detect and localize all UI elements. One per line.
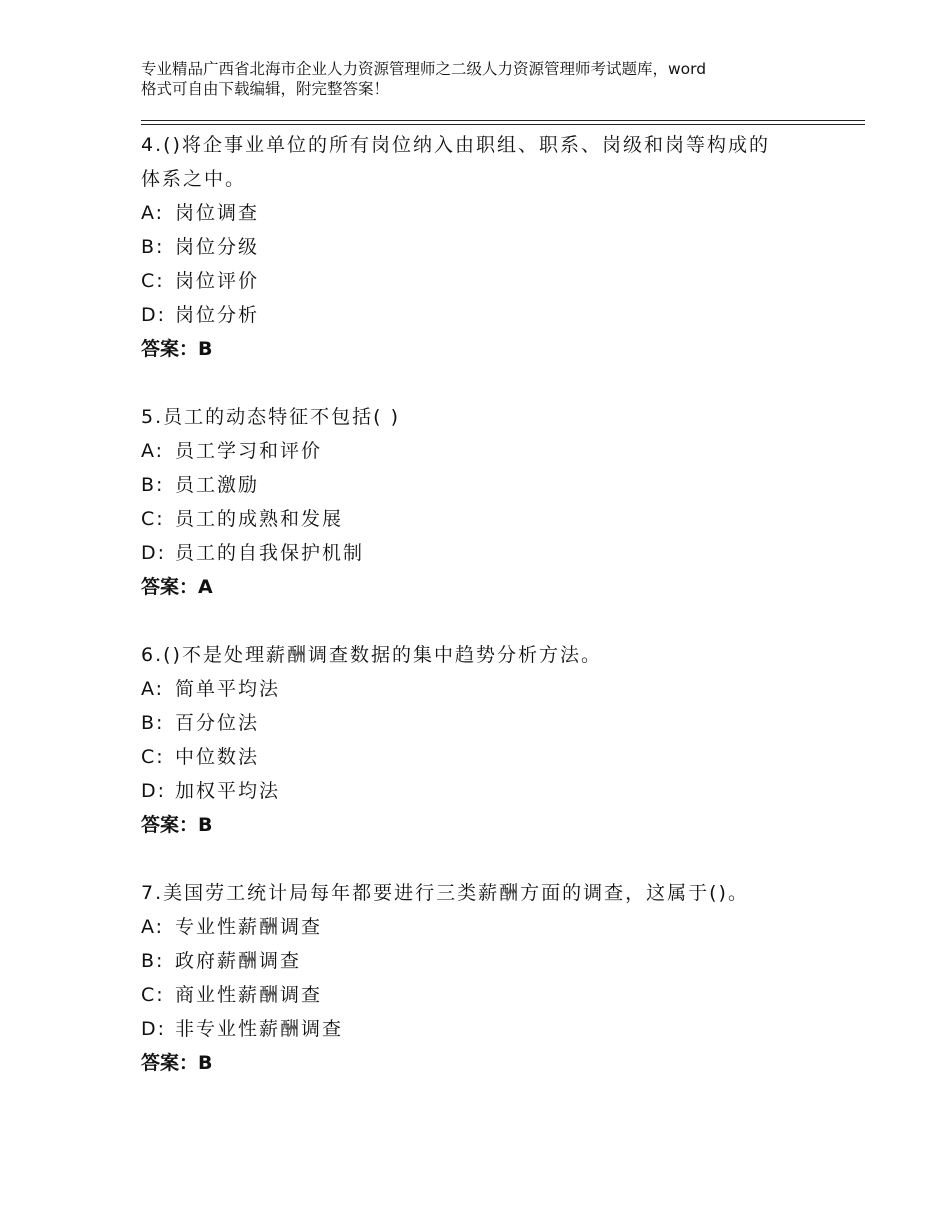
option-c <box>141 740 801 774</box>
option-letter: B: <box>141 474 165 496</box>
option-text: 员工激励 <box>175 474 260 496</box>
option-letter: A: <box>141 440 165 462</box>
option-text: 岗位评价 <box>175 270 260 292</box>
option-c <box>141 978 801 1012</box>
option-text: 岗位分析 <box>175 304 260 326</box>
option-text: 政府薪酬调查 <box>175 950 302 972</box>
answer-line: 答案：B <box>141 814 213 836</box>
option-letter: C: <box>141 746 165 768</box>
option-b <box>141 706 801 740</box>
option-text: 百分位法 <box>175 712 260 734</box>
option-letter: D: <box>141 304 167 326</box>
question-4 <box>141 128 801 366</box>
option-letter: A: <box>141 678 165 700</box>
option-a <box>141 434 801 468</box>
option-text: 专业性薪酬调查 <box>175 916 323 938</box>
option-text: 简单平均法 <box>175 678 281 700</box>
option-b <box>141 230 801 264</box>
option-text: 员工学习和评价 <box>175 440 323 462</box>
option-d <box>141 536 801 570</box>
answer-line: 答案：B <box>141 1052 213 1074</box>
header-line-1: 专业精品广西省北海市企业人力资源管理师之二级人力资源管理师考试题库，word <box>141 60 707 78</box>
option-a <box>141 910 801 944</box>
document-header <box>141 59 861 99</box>
option-text: 加权平均法 <box>175 780 281 802</box>
option-letter: B: <box>141 950 165 972</box>
option-c <box>141 502 801 536</box>
option-d <box>141 774 801 808</box>
option-letter: D: <box>141 542 167 564</box>
question-text: 4.()将企事业单位的所有岗位纳入由职组、职系、岗级和岗等构成的 <box>141 134 770 156</box>
option-a <box>141 672 801 706</box>
option-letter: C: <box>141 270 165 292</box>
option-letter: D: <box>141 780 167 802</box>
question-text: 7.美国劳工统计局每年都要进行三类薪酬方面的调查，这属于()。 <box>141 882 749 904</box>
option-letter: B: <box>141 236 165 258</box>
option-text: 岗位分级 <box>175 236 260 258</box>
option-a <box>141 196 801 230</box>
question-5 <box>141 400 801 604</box>
question-text: 6.()不是处理薪酬调查数据的集中趋势分析方法。 <box>141 644 602 666</box>
option-text: 中位数法 <box>175 746 260 768</box>
option-d <box>141 298 801 332</box>
answer-line: 答案：B <box>141 338 213 360</box>
question-6 <box>141 638 801 842</box>
option-text: 商业性薪酬调查 <box>175 984 323 1006</box>
option-b <box>141 944 801 978</box>
option-text: 员工的自我保护机制 <box>175 542 365 564</box>
question-list <box>141 128 801 1114</box>
option-letter: B: <box>141 712 165 734</box>
option-letter: A: <box>141 916 165 938</box>
option-letter: D: <box>141 1018 167 1040</box>
question-text-continued: 体系之中。 <box>141 168 247 190</box>
question-text: 5.员工的动态特征不包括( ) <box>141 406 400 428</box>
option-text: 非专业性薪酬调查 <box>175 1018 344 1040</box>
header-line-2: 格式可自由下载编辑，附完整答案！ <box>141 80 390 98</box>
option-letter: A: <box>141 202 165 224</box>
header-divider-top <box>141 120 865 121</box>
option-letter: C: <box>141 508 165 530</box>
option-d <box>141 1012 801 1046</box>
option-c <box>141 264 801 298</box>
question-7 <box>141 876 801 1080</box>
answer-line: 答案：A <box>141 576 213 598</box>
option-text: 岗位调查 <box>175 202 260 224</box>
option-text: 员工的成熟和发展 <box>175 508 344 530</box>
option-letter: C: <box>141 984 165 1006</box>
header-divider-bottom <box>141 124 865 125</box>
option-b <box>141 468 801 502</box>
